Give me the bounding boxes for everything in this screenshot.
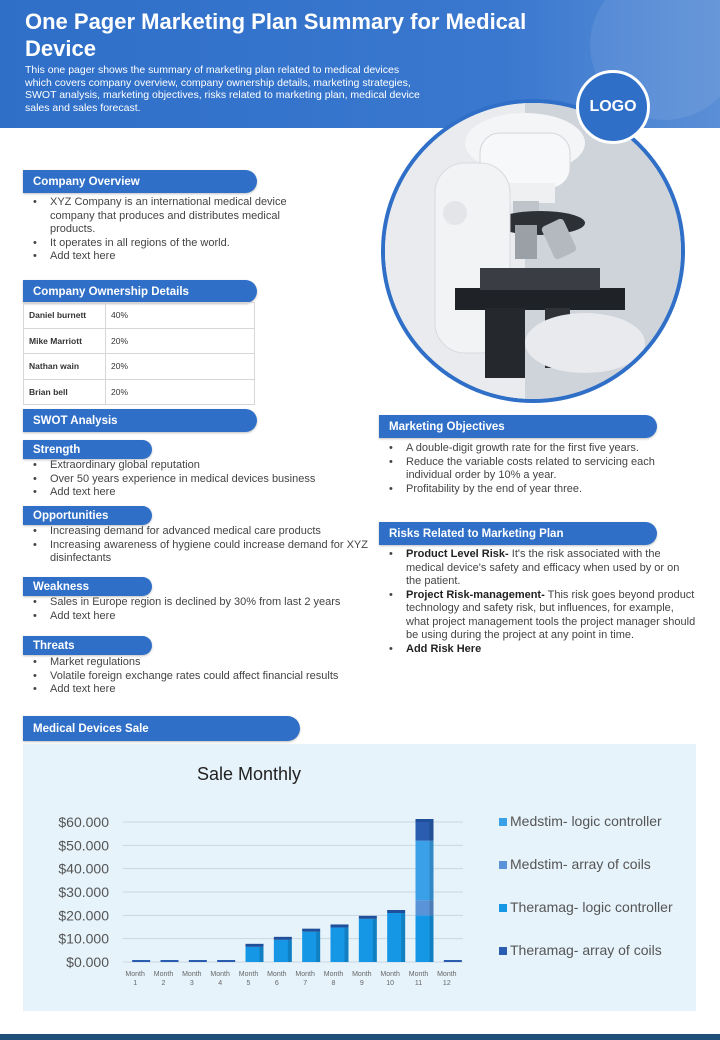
y-tick-label: $40.000 <box>58 860 109 877</box>
x-tick-label: Month <box>182 971 202 978</box>
bar-segment <box>132 960 150 962</box>
opportunities-heading: Opportunities <box>23 506 152 525</box>
page-title: One Pager Marketing Plan Summary for Medical Device <box>25 9 527 61</box>
threats-list <box>23 656 383 697</box>
ownership-heading: Company Ownership Details <box>23 280 257 303</box>
risk-label: Product Level Risk- <box>406 548 509 560</box>
list-item: • Add text here <box>23 683 383 697</box>
legend-swatch <box>499 904 507 912</box>
logo-badge: LOGO <box>576 70 650 144</box>
table-row <box>24 354 255 380</box>
legend-label: Medstim- array of coils <box>510 856 651 872</box>
bar-side <box>260 947 264 962</box>
list-item: • Add text here <box>23 250 323 264</box>
x-tick-label: 9 <box>359 980 364 987</box>
table-row <box>24 303 255 329</box>
x-tick-label: Month <box>437 971 457 978</box>
marketing-objectives-list <box>379 442 689 496</box>
strength-list <box>23 459 383 500</box>
y-tick-label: $50.000 <box>58 837 109 854</box>
bar-side <box>401 913 405 962</box>
bar-segment <box>189 960 207 962</box>
list-item: • Increasing awareness of hygiene could increase demand for XYZ disinfectants <box>23 539 383 566</box>
x-tick-label: Month <box>408 971 429 978</box>
bar-side <box>430 900 434 915</box>
list-item: • Market regulations <box>23 656 383 670</box>
bar-cap <box>331 924 349 927</box>
legend-swatch <box>499 818 507 826</box>
bar-segment <box>217 960 235 962</box>
opportunities-list <box>23 525 383 566</box>
x-tick-label: 4 <box>218 980 223 987</box>
bar-side <box>373 919 377 962</box>
bar-cap <box>416 819 434 822</box>
x-tick-label: 2 <box>161 980 166 987</box>
list-item: • Reduce the variable costs related to servicing each individual order by 10% a year. <box>379 456 689 483</box>
x-tick-label: 7 <box>303 980 308 987</box>
weakness-list <box>23 596 383 623</box>
sales-chart <box>23 744 696 1011</box>
owner-share: 20% <box>106 379 255 405</box>
y-tick-label: $0.000 <box>66 954 109 970</box>
x-tick-label: Month <box>267 971 287 978</box>
sales-heading: Medical Devices Sale <box>23 716 300 741</box>
threats-heading: Threats <box>23 636 152 655</box>
legend-label: Theramag- logic controller <box>510 899 673 915</box>
footer-bar <box>0 1034 720 1040</box>
bar-cap <box>359 916 377 919</box>
x-tick-label: 6 <box>274 980 279 987</box>
bar-segment <box>161 960 179 962</box>
list-item: • Extraordinary global reputation <box>23 459 383 473</box>
table-row <box>24 328 255 354</box>
bar-side <box>430 822 434 841</box>
list-item <box>379 589 697 643</box>
x-tick-label: 1 <box>133 980 138 987</box>
owner-name: Nathan wain <box>24 354 106 380</box>
x-tick-label: 10 <box>386 980 395 987</box>
owner-name: Mike Marriott <box>24 328 106 354</box>
legend-label: Medstim- logic controller <box>510 813 662 829</box>
swot-heading: SWOT Analysis <box>23 409 257 432</box>
list-item: • Sales in Europe region is declined by 30% from last 2 years <box>23 596 383 610</box>
x-tick-label: 11 <box>414 980 423 987</box>
table-row <box>24 379 255 405</box>
risk-label: Add Risk Here <box>406 642 482 655</box>
bar-cap <box>246 944 264 947</box>
y-tick-label: $10.000 <box>58 930 109 947</box>
bar-side <box>345 927 349 962</box>
list-item: • Add text here <box>23 486 383 500</box>
list-item: • A double-digit growth rate for the first five years. <box>379 442 689 456</box>
y-tick-label: $20.000 <box>58 907 109 924</box>
company-overview-heading: Company Overview <box>23 170 257 193</box>
list-item: • XYZ Company is an international medical device company that produces and distributes medical products. <box>23 196 323 237</box>
owner-name: Brian bell <box>24 379 106 405</box>
x-tick-label: 3 <box>189 980 194 987</box>
company-overview-list <box>23 196 323 264</box>
list-item <box>379 643 697 657</box>
x-tick-label: 8 <box>331 980 336 987</box>
legend-label: Theramag- array of coils <box>510 942 662 958</box>
y-tick-label: $60.000 <box>58 814 109 830</box>
x-tick-label: Month <box>295 971 315 978</box>
strength-heading: Strength <box>23 440 152 459</box>
risks-list <box>379 548 697 656</box>
bar-side <box>430 841 434 900</box>
ownership-table <box>23 302 255 405</box>
chart-title: Sale Monthly <box>196 764 302 784</box>
microscope-illustration <box>385 103 681 399</box>
risk-text: It's the risk associated with the medical device's safety and efficacy when used by or on the patient. <box>406 548 680 587</box>
bar-segment <box>444 960 462 962</box>
x-tick-label: Month <box>323 971 344 978</box>
list-item: • Increasing demand for advanced medical care products <box>23 525 383 539</box>
x-tick-label: 5 <box>246 980 251 987</box>
owner-share: 20% <box>106 354 255 380</box>
risks-heading: Risks Related to Marketing Plan <box>379 522 657 545</box>
marketing-objectives-heading: Marketing Objectives <box>379 415 657 438</box>
x-tick-label: Month <box>125 971 145 978</box>
legend-swatch <box>499 947 507 955</box>
owner-name: Daniel burnett <box>24 303 106 329</box>
weakness-heading: Weakness <box>23 577 152 596</box>
list-item: • Add text here <box>23 610 383 624</box>
bar-cap <box>302 929 320 932</box>
bar-side <box>430 915 434 962</box>
bar-cap <box>387 910 405 913</box>
list-item: • Volatile foreign exchange rates could affect financial results <box>23 670 383 684</box>
list-item: • Over 50 years experience in medical devices business <box>23 473 383 487</box>
risk-text: This risk goes beyond product technology and safety risk, but influences, for example, what project management tools the project manager should be using during the project at any point in time. <box>406 588 696 641</box>
x-tick-label: 12 <box>442 980 451 987</box>
bar-cap <box>274 937 292 940</box>
microscope-image <box>381 99 685 403</box>
x-tick-label: Month <box>210 971 230 978</box>
list-item: • Profitability by the end of year three. <box>379 483 689 497</box>
bar-side <box>288 940 292 962</box>
page-subtitle: This one pager shows the summary of marketing plan related to medical devices which covers company overview, company ownership details, marketing strategies, SWOT analysis, marketing objectives, risks related to marketing plan, medical device sales and sales forecast. <box>25 64 420 114</box>
x-tick-label: Month <box>380 971 400 978</box>
bar-side <box>316 932 320 962</box>
y-tick-label: $30.000 <box>58 884 109 900</box>
risk-label: Project Risk-management- <box>406 588 545 601</box>
x-tick-label: Month <box>238 971 259 978</box>
list-item <box>379 548 697 589</box>
sales-chart-panel <box>23 744 696 1011</box>
list-item: • It operates in all regions of the world. <box>23 237 323 251</box>
x-tick-label: Month <box>352 971 372 978</box>
owner-share: 40% <box>106 303 255 329</box>
legend-swatch <box>499 861 507 869</box>
owner-share: 20% <box>106 328 255 354</box>
x-tick-label: Month <box>153 971 174 978</box>
